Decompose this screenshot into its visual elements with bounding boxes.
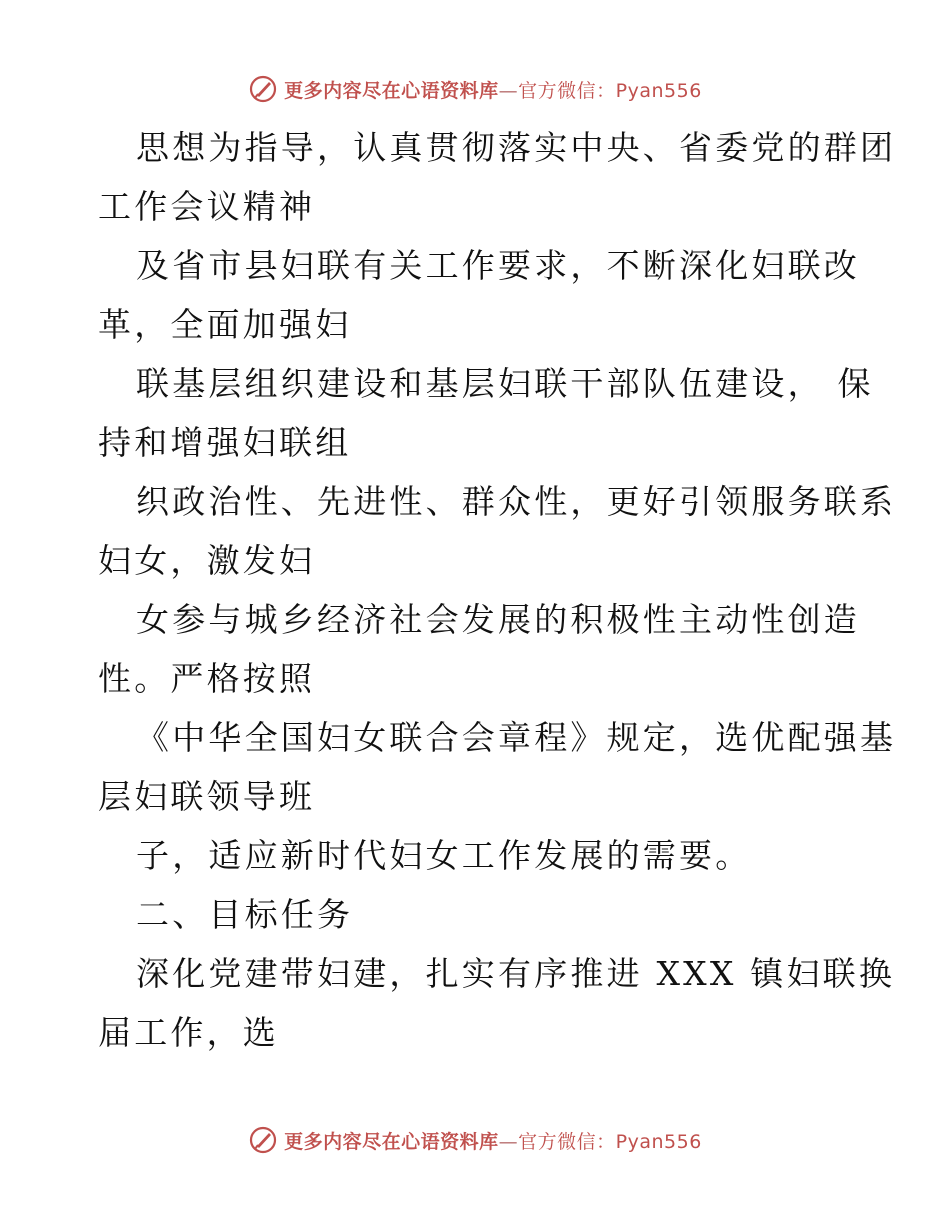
text-line: 织政治性、先进性、群众性，更好引领服务联系: [136, 482, 897, 521]
text-line: 持和增强妇联组: [98, 423, 352, 462]
text-line: 《中华全国妇女联合会章程》规定，选优配强基: [136, 718, 897, 757]
text-line: 工作会议精神: [98, 187, 316, 226]
document-body: [98, 118, 897, 1062]
text-line: 性。严格按照: [98, 659, 316, 698]
text-line: 二、目标任务: [136, 895, 354, 934]
footer-banner-text: 更多内容尽在心语资料库—官方微信：Pyan556: [284, 1130, 702, 1153]
text-line: 及省市县妇联有关工作要求，不断深化妇联改: [136, 246, 860, 285]
text-line: 层妇联领导班: [98, 777, 316, 816]
text-line: 革，全面加强妇: [98, 305, 352, 344]
quill-logo-icon: [248, 74, 278, 104]
text-line: 联基层组织建设和基层妇联干部队伍建设， 保: [136, 364, 874, 403]
header-banner-text: 更多内容尽在心语资料库—官方微信：Pyan556: [284, 79, 702, 102]
text-line: 妇女，激发妇: [98, 541, 316, 580]
header-banner: [0, 72, 950, 106]
text-line: 届工作，选: [98, 1013, 279, 1052]
footer-banner: [0, 1123, 950, 1157]
text-line: 子，适应新时代妇女工作发展的需要。: [136, 836, 752, 875]
quill-logo-icon: [248, 1125, 278, 1155]
text-line: 深化党建带妇建，扎实有序推进 XXX 镇妇联换: [136, 954, 896, 993]
text-line: 女参与城乡经济社会发展的积极性主动性创造: [136, 600, 860, 639]
text-line: 思想为指导，认真贯彻落实中央、省委党的群团: [136, 128, 897, 167]
